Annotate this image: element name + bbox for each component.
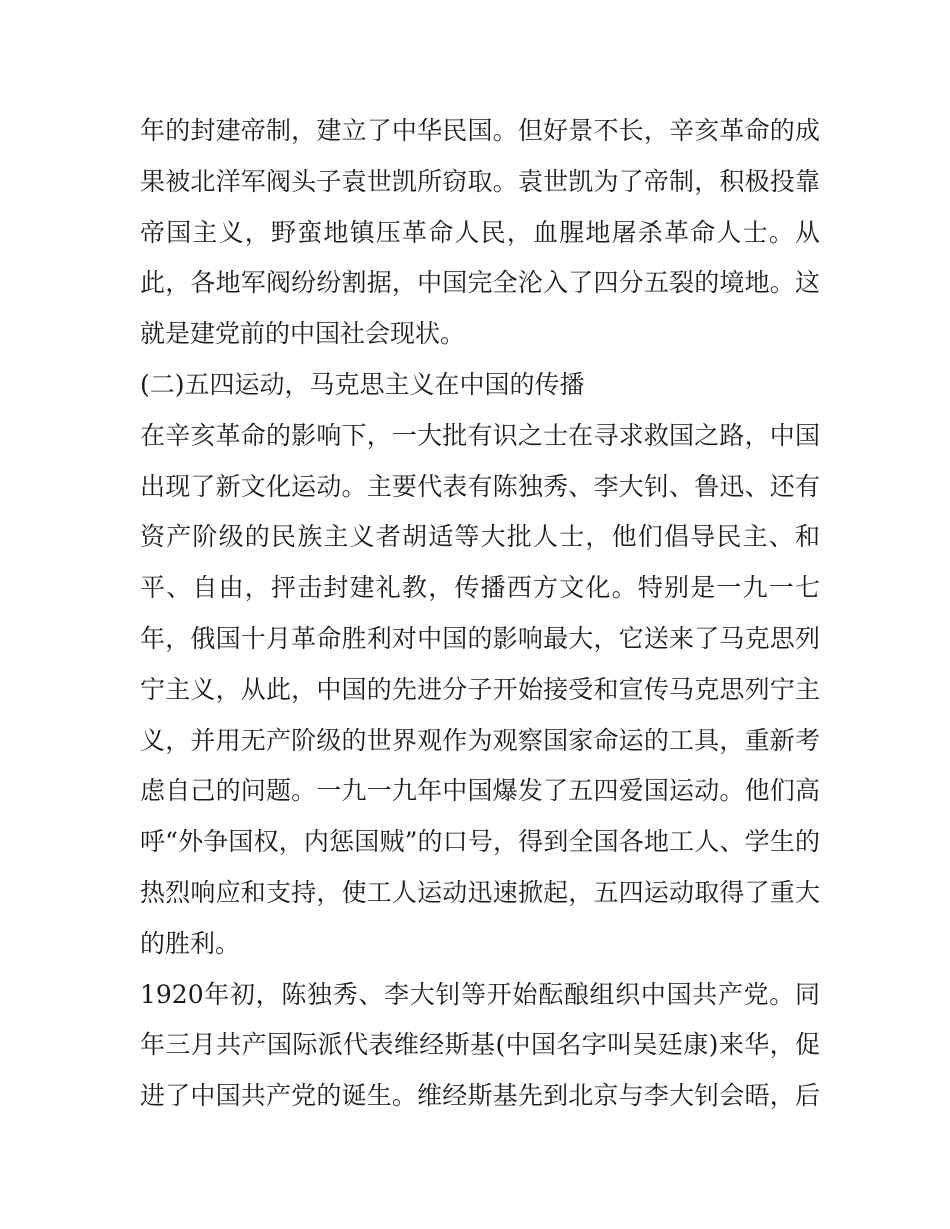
text-line: 出现了新文化运动。主要代表有陈独秀、李大钊、鲁迅、还有: [140, 471, 820, 501]
text-line: 虑自己的问题。一九一九年中国爆发了五四爱国运动。他们高: [140, 776, 820, 806]
text-line: 帝国主义，野蛮地镇压革命人民，血腥地屠杀革命人士。从: [140, 217, 820, 247]
text-line: 就是建党前的中国社会现状。: [140, 319, 466, 349]
text-line: 热烈响应和支持，使工人运动迅速掀起，五四运动取得了重大: [140, 877, 820, 907]
text-line: 的胜利。: [140, 928, 241, 958]
document-body: [140, 106, 820, 1122]
text-line: 呼“外争国权，内惩国贼”的口号，得到全国各地工人、学生的: [140, 827, 820, 857]
text-line: 1920年初，陈独秀、李大钊等开始酝酿组织中国共产党。同: [140, 979, 820, 1009]
text-line: 在辛亥革命的影响下，一大批有识之士在寻求救国之路，中国: [140, 420, 820, 450]
text-line: 果被北洋军阀头子袁世凯所窃取。袁世凯为了帝制，积极投靠: [140, 166, 820, 196]
text-line: 年三月共产国际派代表维经斯基(中国名字叫吴廷康)来华，促: [140, 1030, 820, 1060]
text-line: 平、自由，抨击封建礼教，传播西方文化。特别是一九一七: [140, 573, 820, 603]
text-line: 义，并用无产阶级的世界观作为观察国家命运的工具，重新考: [140, 725, 820, 755]
text-line: 年的封建帝制，建立了中华民国。但好景不长，辛亥革命的成: [140, 116, 820, 145]
text-line: 进了中国共产党的诞生。维经斯基先到北京与李大钊会晤，后: [140, 1081, 820, 1111]
text-line: 年，俄国十月革命胜利对中国的影响最大，它送来了马克思列: [140, 623, 820, 653]
section-heading: (二)五四运动，马克思主义在中国的传播: [140, 369, 585, 399]
text-line: 资产阶级的民族主义者胡适等大批人士，他们倡导民主、和: [140, 522, 820, 552]
text-line: 宁主义，从此，中国的先进分子开始接受和宣传马克思列宁主: [140, 674, 820, 704]
text-line: 此，各地军阀纷纷割据，中国完全沦入了四分五裂的境地。这: [140, 268, 820, 298]
